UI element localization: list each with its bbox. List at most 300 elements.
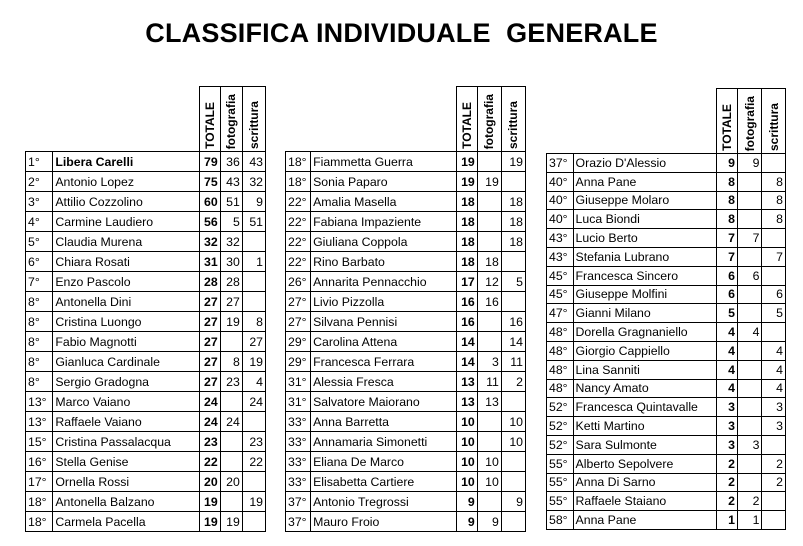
- writing-score: 9: [242, 192, 265, 212]
- photo-score: 20: [220, 472, 242, 492]
- photo-score: [477, 312, 501, 332]
- photo-score: [477, 212, 501, 232]
- writing-score: [762, 323, 786, 342]
- header-scrittura: scrittura: [506, 100, 521, 149]
- rank-position: 18°: [26, 492, 53, 512]
- writing-score: [762, 435, 786, 454]
- participant-name: Ornella Rossi: [53, 472, 199, 492]
- rank-position: 8°: [26, 352, 53, 372]
- writing-score: 11: [501, 352, 525, 372]
- photo-score: 19: [220, 312, 242, 332]
- header-spacer: [547, 89, 717, 154]
- photo-score: [737, 398, 762, 417]
- participant-name: Alberto Sepolvere: [573, 454, 716, 473]
- writing-score: 10: [501, 432, 525, 452]
- table-row: [547, 247, 786, 266]
- participant-name: Anna Barretta: [311, 412, 457, 432]
- table-row: [547, 379, 786, 398]
- writing-score: 5: [762, 304, 786, 323]
- participant-name: Giuseppe Molaro: [573, 191, 716, 210]
- participant-name: Nancy Amato: [573, 379, 716, 398]
- total-score: 3: [716, 398, 737, 417]
- total-score: 19: [199, 512, 220, 532]
- writing-score: 4: [762, 379, 786, 398]
- rank-position: 31°: [286, 372, 311, 392]
- rank-position: 29°: [286, 332, 311, 352]
- table-row: [26, 372, 266, 392]
- total-score: 7: [716, 229, 737, 248]
- page-title: CLASSIFICA INDIVIDUALE GENERALE: [145, 18, 658, 48]
- participant-name: Fiammetta Guerra: [311, 152, 457, 172]
- rank-position: 52°: [547, 435, 574, 454]
- total-score: 3: [716, 417, 737, 436]
- writing-score: [762, 154, 786, 173]
- total-score: 4: [716, 379, 737, 398]
- photo-score: [220, 492, 242, 512]
- photo-score: 3: [737, 435, 762, 454]
- total-score: 9: [716, 154, 737, 173]
- table-row: [547, 360, 786, 379]
- total-score: 24: [199, 412, 220, 432]
- table-row: [26, 352, 266, 372]
- rank-position: 13°: [26, 392, 53, 412]
- header-row: [26, 87, 266, 152]
- total-score: 2: [716, 454, 737, 473]
- rank-position: 3°: [26, 192, 53, 212]
- table-row: [26, 292, 266, 312]
- table-row: [26, 192, 266, 212]
- table-row: [547, 191, 786, 210]
- rank-position: 8°: [26, 372, 53, 392]
- photo-score: 36: [220, 152, 242, 172]
- table-row: [547, 492, 786, 511]
- participant-name: Lucio Berto: [573, 229, 716, 248]
- header-spacer: [26, 87, 200, 152]
- photo-score: 7: [737, 229, 762, 248]
- rank-position: 33°: [286, 412, 311, 432]
- writing-score: 8: [762, 191, 786, 210]
- table-row: [286, 312, 526, 332]
- photo-score: [220, 452, 242, 472]
- table-row: [547, 285, 786, 304]
- table-row: [26, 392, 266, 412]
- rank-position: 40°: [547, 172, 574, 191]
- table-row: [26, 172, 266, 192]
- participant-name: Silvana Pennisi: [311, 312, 457, 332]
- writing-score: [242, 232, 265, 252]
- rank-position: 43°: [547, 247, 574, 266]
- table-row: [26, 412, 266, 432]
- writing-score: 16: [501, 312, 525, 332]
- writing-score: [242, 472, 265, 492]
- table-row: [26, 472, 266, 492]
- participant-name: Stella Genise: [53, 452, 199, 472]
- rank-position: 33°: [286, 472, 311, 492]
- photo-score: 28: [220, 272, 242, 292]
- total-score: 6: [716, 266, 737, 285]
- rank-position: 5°: [26, 232, 53, 252]
- writing-score: 1: [242, 252, 265, 272]
- photo-score: [737, 473, 762, 492]
- total-score: 19: [456, 172, 477, 192]
- writing-score: 32: [242, 172, 265, 192]
- total-score: 27: [199, 312, 220, 332]
- total-score: 32: [199, 232, 220, 252]
- participant-name: Claudia Murena: [53, 232, 199, 252]
- total-score: 14: [456, 332, 477, 352]
- participant-name: Antonio Lopez: [53, 172, 199, 192]
- writing-score: [501, 172, 525, 192]
- photo-score: 13: [477, 392, 501, 412]
- total-score: 10: [456, 432, 477, 452]
- table-row: [286, 392, 526, 412]
- header-totale: TOTALE: [719, 104, 734, 151]
- rank-position: 31°: [286, 392, 311, 412]
- photo-score: [737, 247, 762, 266]
- rank-position: 8°: [26, 292, 53, 312]
- table-row: [286, 452, 526, 472]
- participant-name: Francesca Ferrara: [311, 352, 457, 372]
- header-totale-cell: [716, 89, 737, 154]
- participant-name: Elisabetta Cartiere: [311, 472, 457, 492]
- writing-score: [762, 492, 786, 511]
- rank-position: 48°: [547, 341, 574, 360]
- rank-position: 58°: [547, 511, 574, 530]
- participant-name: Anna Di Sarno: [573, 473, 716, 492]
- writing-score: 6: [762, 285, 786, 304]
- participant-name: Anna Pane: [573, 511, 716, 530]
- writing-score: 27: [242, 332, 265, 352]
- table-row: [547, 323, 786, 342]
- table-row: [547, 398, 786, 417]
- rank-position: 18°: [26, 512, 53, 532]
- photo-score: 2: [737, 492, 762, 511]
- table-row: [26, 272, 266, 292]
- writing-score: 2: [762, 454, 786, 473]
- participant-name: Sara Sulmonte: [573, 435, 716, 454]
- participant-name: Gianluca Cardinale: [53, 352, 199, 372]
- table-row: [547, 417, 786, 436]
- rank-position: 37°: [547, 154, 574, 173]
- total-score: 1: [716, 511, 737, 530]
- rank-position: 40°: [547, 210, 574, 229]
- photo-score: 30: [220, 252, 242, 272]
- writing-score: 4: [762, 341, 786, 360]
- writing-score: 2: [762, 473, 786, 492]
- rank-position: 1°: [26, 152, 53, 172]
- participant-name: Marco Vaiano: [53, 392, 199, 412]
- table-row: [286, 512, 526, 532]
- rank-position: 17°: [26, 472, 53, 492]
- total-score: 6: [716, 285, 737, 304]
- participant-name: Antonella Balzano: [53, 492, 199, 512]
- total-score: 19: [456, 152, 477, 172]
- participant-name: Giuliana Coppola: [311, 232, 457, 252]
- rank-position: 37°: [286, 512, 311, 532]
- total-score: 2: [716, 473, 737, 492]
- rank-position: 45°: [547, 285, 574, 304]
- table-row: [286, 252, 526, 272]
- header-totale: TOTALE: [202, 102, 217, 149]
- total-score: 9: [456, 512, 477, 532]
- rank-position: 52°: [547, 398, 574, 417]
- participant-name: Anna Pane: [573, 172, 716, 191]
- header-totale-cell: [199, 87, 220, 152]
- total-score: 4: [716, 323, 737, 342]
- photo-score: [737, 191, 762, 210]
- photo-score: 19: [220, 512, 242, 532]
- header-spacer: [286, 87, 457, 152]
- participant-name: Antonella Dini: [53, 292, 199, 312]
- table-row: [286, 232, 526, 252]
- participant-name: Sergio Gradogna: [53, 372, 199, 392]
- header-totale-cell: [456, 87, 477, 152]
- total-score: 4: [716, 341, 737, 360]
- table-row: [26, 252, 266, 272]
- writing-score: 9: [501, 492, 525, 512]
- table-row: [26, 492, 266, 512]
- total-score: 27: [199, 292, 220, 312]
- ranking-table-1: [25, 86, 266, 532]
- table-row: [547, 172, 786, 191]
- total-score: 10: [456, 452, 477, 472]
- total-score: 20: [199, 472, 220, 492]
- photo-score: 1: [737, 511, 762, 530]
- table-row: [286, 352, 526, 372]
- writing-score: 18: [501, 232, 525, 252]
- photo-score: [477, 152, 501, 172]
- photo-score: 6: [737, 266, 762, 285]
- writing-score: 14: [501, 332, 525, 352]
- rank-position: 27°: [286, 312, 311, 332]
- writing-score: 22: [242, 452, 265, 472]
- writing-score: 19: [242, 352, 265, 372]
- total-score: 27: [199, 372, 220, 392]
- total-score: 60: [199, 192, 220, 212]
- table-row: [547, 304, 786, 323]
- total-score: 18: [456, 192, 477, 212]
- header-scrittura: scrittura: [766, 102, 781, 151]
- participant-name: Giuseppe Molfini: [573, 285, 716, 304]
- participant-name: Raffaele Vaiano: [53, 412, 199, 432]
- total-score: 2: [716, 492, 737, 511]
- rank-position: 37°: [286, 492, 311, 512]
- table-row: [547, 341, 786, 360]
- rank-position: 13°: [26, 412, 53, 432]
- table-row: [547, 210, 786, 229]
- writing-score: 19: [501, 152, 525, 172]
- table-row: [286, 152, 526, 172]
- total-score: 8: [716, 191, 737, 210]
- rank-position: 48°: [547, 360, 574, 379]
- total-score: 23: [199, 432, 220, 452]
- participant-name: Livio Pizzolla: [311, 292, 457, 312]
- participant-name: Raffaele Staiano: [573, 492, 716, 511]
- total-score: 5: [716, 304, 737, 323]
- table-row: [26, 432, 266, 452]
- total-score: 27: [199, 352, 220, 372]
- participant-name: Francesca Quintavalle: [573, 398, 716, 417]
- participant-name: Alessia Fresca: [311, 372, 457, 392]
- writing-score: 18: [501, 192, 525, 212]
- rank-position: 55°: [547, 492, 574, 511]
- table-row: [26, 512, 266, 532]
- table-row: [547, 473, 786, 492]
- writing-score: [501, 452, 525, 472]
- total-score: 28: [199, 272, 220, 292]
- photo-score: [477, 432, 501, 452]
- writing-score: [762, 511, 786, 530]
- participant-name: Libera Carelli: [53, 152, 199, 172]
- writing-score: 3: [762, 398, 786, 417]
- rank-position: 27°: [286, 292, 311, 312]
- rank-position: 43°: [547, 229, 574, 248]
- writing-score: 8: [762, 172, 786, 191]
- writing-score: 51: [242, 212, 265, 232]
- writing-score: [242, 292, 265, 312]
- photo-score: [737, 417, 762, 436]
- rank-position: 55°: [547, 454, 574, 473]
- total-score: 18: [456, 212, 477, 232]
- photo-score: [737, 360, 762, 379]
- participant-name: Enzo Pascolo: [53, 272, 199, 292]
- table-row: [286, 172, 526, 192]
- writing-score: 4: [762, 360, 786, 379]
- participant-name: Carmine Laudiero: [53, 212, 199, 232]
- participant-name: Francesca Sincero: [573, 266, 716, 285]
- writing-score: 3: [762, 417, 786, 436]
- table-row: [26, 152, 266, 172]
- participant-name: Carmela Pacella: [53, 512, 199, 532]
- rank-position: 8°: [26, 312, 53, 332]
- participant-name: Annamaria Simonetti: [311, 432, 457, 452]
- total-score: 18: [456, 232, 477, 252]
- total-score: 8: [716, 210, 737, 229]
- table-row: [286, 212, 526, 232]
- table-row: [286, 332, 526, 352]
- rank-position: 48°: [547, 379, 574, 398]
- participant-name: Chiara Rosati: [53, 252, 199, 272]
- rank-position: 47°: [547, 304, 574, 323]
- writing-score: 2: [501, 372, 525, 392]
- rank-position: 4°: [26, 212, 53, 232]
- header-fotografia: fotografia: [742, 95, 757, 151]
- participant-name: Sonia Paparo: [311, 172, 457, 192]
- photo-score: 12: [477, 272, 501, 292]
- total-score: 3: [716, 435, 737, 454]
- header-row: [286, 87, 526, 152]
- total-score: 31: [199, 252, 220, 272]
- total-score: 7: [716, 247, 737, 266]
- table-row: [286, 192, 526, 212]
- rank-position: 33°: [286, 452, 311, 472]
- rank-position: 7°: [26, 272, 53, 292]
- total-score: 13: [456, 372, 477, 392]
- rank-position: 6°: [26, 252, 53, 272]
- table-row: [547, 266, 786, 285]
- total-score: 10: [456, 412, 477, 432]
- rank-position: 2°: [26, 172, 53, 192]
- participant-name: Fabio Magnotti: [53, 332, 199, 352]
- photo-score: 23: [220, 372, 242, 392]
- rank-position: 26°: [286, 272, 311, 292]
- photo-score: [737, 454, 762, 473]
- table-row: [26, 332, 266, 352]
- writing-score: [501, 252, 525, 272]
- rank-position: 40°: [547, 191, 574, 210]
- photo-score: [737, 379, 762, 398]
- writing-score: [762, 266, 786, 285]
- table-row: [547, 435, 786, 454]
- photo-score: [220, 432, 242, 452]
- writing-score: [501, 472, 525, 492]
- rank-position: 22°: [286, 232, 311, 252]
- header-fotografia-cell: [737, 89, 762, 154]
- participant-name: Lina Sanniti: [573, 360, 716, 379]
- writing-score: 23: [242, 432, 265, 452]
- photo-score: [220, 332, 242, 352]
- photo-score: 9: [477, 512, 501, 532]
- participant-name: Orazio D'Alessio: [573, 154, 716, 173]
- photo-score: 16: [477, 292, 501, 312]
- total-score: 9: [456, 492, 477, 512]
- header-totale: TOTALE: [459, 102, 474, 149]
- table-row: [547, 511, 786, 530]
- total-score: 24: [199, 392, 220, 412]
- header-fotografia-cell: [477, 87, 501, 152]
- writing-score: 43: [242, 152, 265, 172]
- writing-score: [242, 512, 265, 532]
- writing-score: 7: [762, 247, 786, 266]
- table-row: [26, 212, 266, 232]
- header-fotografia: fotografia: [482, 93, 497, 149]
- rank-position: 22°: [286, 192, 311, 212]
- photo-score: [477, 332, 501, 352]
- writing-score: 18: [501, 212, 525, 232]
- total-score: 17: [456, 272, 477, 292]
- photo-score: [737, 341, 762, 360]
- participant-name: Antonio Tregrossi: [311, 492, 457, 512]
- rank-position: 18°: [286, 172, 311, 192]
- table-row: [547, 229, 786, 248]
- photo-score: 27: [220, 292, 242, 312]
- participant-name: Carolina Attena: [311, 332, 457, 352]
- photo-score: 18: [477, 252, 501, 272]
- total-score: 27: [199, 332, 220, 352]
- table-row: [286, 272, 526, 292]
- rank-position: 15°: [26, 432, 53, 452]
- table-row: [286, 412, 526, 432]
- table-row: [26, 232, 266, 252]
- writing-score: 10: [501, 412, 525, 432]
- total-score: 56: [199, 212, 220, 232]
- rank-position: 45°: [547, 266, 574, 285]
- participant-name: Fabiana Impaziente: [311, 212, 457, 232]
- rank-position: 18°: [286, 152, 311, 172]
- rank-position: 8°: [26, 332, 53, 352]
- rank-position: 52°: [547, 417, 574, 436]
- table-row: [26, 312, 266, 332]
- participant-name: Attilio Cozzolino: [53, 192, 199, 212]
- writing-score: 19: [242, 492, 265, 512]
- participant-name: Giorgio Cappiello: [573, 341, 716, 360]
- photo-score: [737, 172, 762, 191]
- header-row: [547, 89, 786, 154]
- rank-position: 16°: [26, 452, 53, 472]
- writing-score: 4: [242, 372, 265, 392]
- participant-name: Ketti Martino: [573, 417, 716, 436]
- header-scrittura-cell: [762, 89, 786, 154]
